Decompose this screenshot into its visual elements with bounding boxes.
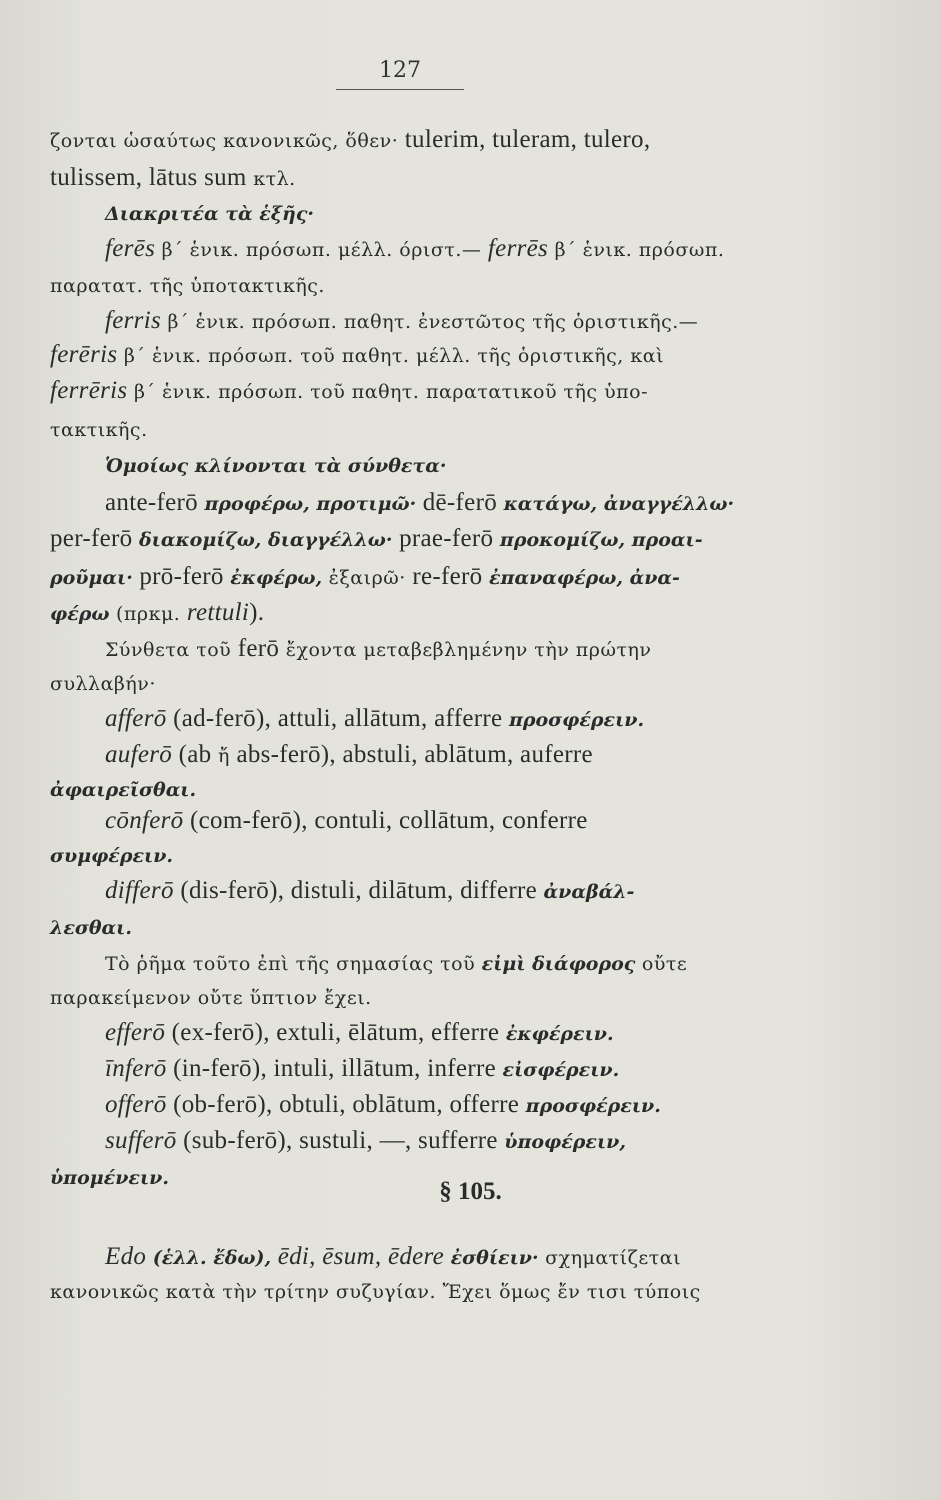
text-segment: ante-ferō (105, 489, 205, 516)
text-segment: cōnferō (105, 807, 184, 834)
text-segment: ferō (237, 635, 280, 662)
text-segment: ἐξαιρῶ· (322, 567, 406, 589)
text-segment: ἔχοντα μεταβεβλημένην τὴν πρώτην (279, 639, 652, 661)
text-line (50, 270, 325, 301)
text-segment: διακομίζω, διαγγέλλω· (138, 529, 393, 551)
text-segment: ). (249, 599, 265, 626)
text-segment: κανονικῶς κατὰ τὴν τρίτην συζυγίαν. Ἔχει ὅμως ἔν τισι τύποις (50, 1281, 701, 1303)
text-segment: (ἑλλ. ἔδω), (146, 1247, 278, 1269)
text-line (50, 340, 664, 371)
text-segment: β΄ ἑνικ. πρόσωπ. τοῦ παθητ. μέλλ. τῆς ὁριστικῆς, καὶ (117, 345, 665, 367)
text-segment: β΄ ἑνικ. πρόσωπ. μέλλ. όριστ.— (155, 239, 488, 261)
text-segment: Διακριτέα τὰ ἑξῆς· (105, 203, 315, 225)
text-line (105, 1054, 619, 1085)
text-segment: φέρω (50, 603, 110, 625)
text-segment: ἐκφέρω, (230, 567, 323, 589)
text-line (105, 806, 588, 836)
text-line (50, 668, 156, 699)
text-line (50, 1276, 701, 1307)
text-segment: παρακείμενον οὔτε ὕπτιον ἔχει. (50, 987, 372, 1009)
text-segment: re-ferō (405, 563, 489, 590)
text-line (50, 912, 132, 943)
text-segment: Τὸ ῥῆμα τοῦτο ἐπὶ τῆς σημασίας τοῦ (105, 953, 482, 975)
text-line (105, 634, 651, 665)
text-segment: σχηματίζεται (538, 1247, 682, 1269)
text-segment: β΄ ἑνικ. πρόσωπ. τοῦ παθητ. παρατατικοῦ τῆς ὑπο- (127, 381, 649, 403)
text-segment: ἐπαναφέρω, ἀνα- (489, 567, 680, 589)
text-segment: per-ferō (50, 525, 139, 552)
text-segment: εἰσφέρειν. (502, 1059, 620, 1081)
text-segment: īnferō (105, 1055, 167, 1082)
text-line (105, 1090, 661, 1121)
text-segment: rettuli (186, 599, 250, 626)
text-segment: ὑπομένειν. (50, 1167, 169, 1189)
text-segment: (ex-ferō), extuli, ēlātum, efferre (165, 1019, 506, 1046)
text-line (105, 198, 314, 229)
text-segment: prō-ferō (132, 563, 231, 590)
text-line (50, 774, 196, 805)
text-segment: (in-ferō), intuli, illātum, inferre (166, 1055, 503, 1082)
text-line (50, 982, 372, 1013)
text-line (50, 840, 173, 871)
text-segment: prae-ferō (392, 525, 500, 552)
text-line (105, 234, 724, 265)
text-line (105, 876, 634, 907)
page-number: 127 (336, 58, 464, 90)
text-segment: ēdi, ēsum, ēdere (277, 1243, 451, 1270)
text-segment: efferō (105, 1019, 166, 1046)
text-segment: Ὁμοίως κλίνονται τὰ σύνθετα· (105, 455, 447, 477)
text-line (105, 450, 446, 481)
text-segment: ἐκφέρειν. (505, 1023, 614, 1045)
text-line (105, 948, 687, 979)
text-line (105, 704, 644, 735)
text-segment: differō (105, 877, 174, 904)
text-segment: λεσθαι. (50, 917, 132, 939)
text-segment: sufferō (105, 1127, 177, 1154)
text-segment: Edo (105, 1243, 147, 1270)
text-segment: (ad-ferō), attuli, allātum, afferre (166, 705, 509, 732)
text-line (50, 562, 680, 593)
text-segment: ferēs (105, 235, 156, 262)
text-line (105, 488, 734, 519)
text-segment: (dis-ferō), distuli, dilātum, differre (173, 877, 544, 904)
text-segment: προσφέρειν. (508, 709, 645, 731)
text-segment: συμφέρειν. (50, 845, 174, 867)
text-segment: ἀναβάλ- (543, 881, 635, 903)
text-segment: τακτικῆς. (50, 419, 148, 441)
text-line (105, 1242, 681, 1273)
text-segment: κατάγω, ἀναγγέλλω· (503, 493, 735, 515)
text-segment: tulissem, lātus sum (50, 164, 254, 191)
text-line (105, 1126, 626, 1157)
text-segment: (πρκμ. (109, 603, 187, 625)
text-segment: κτλ. (253, 168, 296, 190)
text-segment: ἐσθίειν· (450, 1247, 539, 1269)
text-line (50, 125, 650, 156)
text-line (105, 740, 593, 771)
text-segment: οὔτε (635, 953, 688, 975)
text-line (50, 414, 148, 445)
text-segment: ferēris (50, 341, 118, 368)
text-segment: Σύνθετα τοῦ (105, 639, 238, 661)
section-heading: § 105. (439, 1178, 502, 1205)
text-segment: (sub-ferō), sustuli, —, sufferre (176, 1127, 505, 1154)
text-segment: dē-ferō (416, 489, 504, 516)
text-segment: συλλαβήν· (50, 673, 156, 695)
text-segment: εἰμὶ διάφορος (481, 953, 636, 975)
text-segment: παρατατ. τῆς ὑποτακτικῆς. (50, 275, 325, 297)
text-segment: προκομίζω, προαι- (499, 529, 703, 551)
text-segment: (ab (172, 741, 218, 768)
text-segment: ferris (105, 307, 161, 334)
text-line (50, 163, 296, 194)
text-line (50, 524, 703, 555)
text-segment: προφέρω, προτιμῶ· (204, 493, 417, 515)
text-line (105, 1018, 614, 1049)
text-segment: ἀφαιρεῖσθαι. (50, 779, 197, 801)
text-segment: β΄ ἑνικ. πρόσωπ. παθητ. ἐνεστῶτος τῆς ὁριστικῆς.— (160, 311, 699, 333)
text-segment: (ob-ferō), obtuli, oblātum, offerre (166, 1091, 526, 1118)
text-segment: (com-ferō), contuli, collātum, conferre (183, 807, 588, 834)
text-segment: προσφέρειν. (525, 1095, 661, 1117)
text-segment: ferrēs (487, 235, 549, 262)
text-segment: auferō (105, 741, 173, 768)
text-segment: β΄ ἑνικ. πρόσωπ. (548, 239, 725, 261)
text-segment: afferō (105, 705, 167, 732)
text-segment: ferrēris (50, 377, 128, 404)
text-segment: ζονται ὡσαύτως κανονικῶς, ὅθεν· (50, 130, 405, 152)
text-line (50, 598, 264, 629)
text-segment: offerō (105, 1091, 167, 1118)
text-segment: tulerim, tuleram, tulero, (404, 126, 651, 153)
text-line (105, 306, 698, 337)
text-segment: ροῦμαι· (50, 567, 133, 589)
text-segment: ὑποφέρειν, (504, 1131, 626, 1153)
text-segment: abs-ferō), abstuli, ablātum, auferre (229, 741, 593, 768)
text-line (50, 376, 648, 407)
text-segment: ἤ (218, 745, 230, 767)
